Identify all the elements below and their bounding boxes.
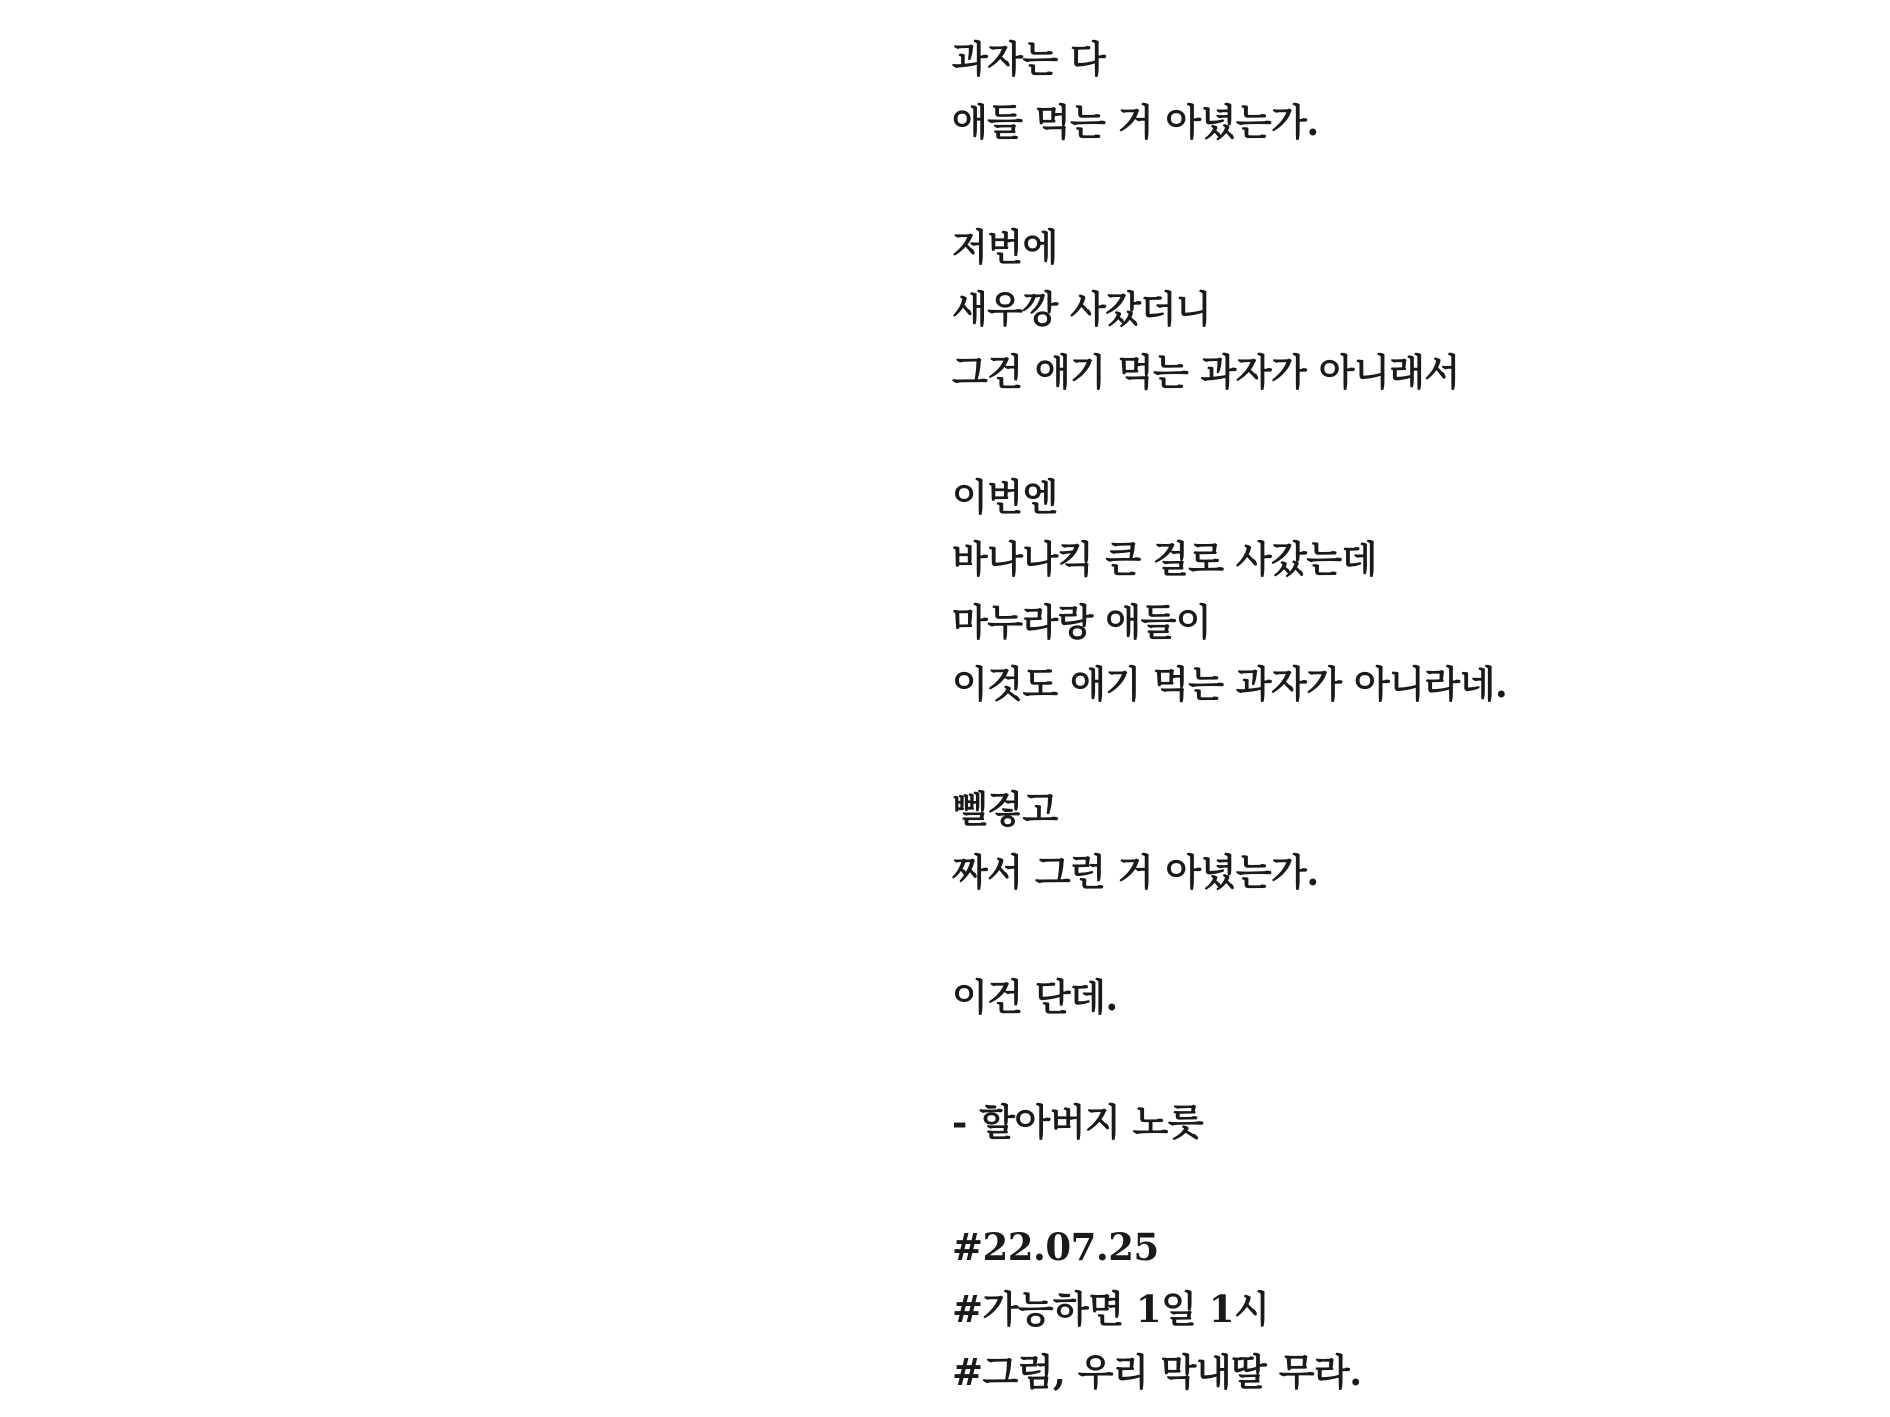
poem-line: 짜서 그런 거 아녔는가. [952, 849, 1319, 894]
poem-line: 마누라랑 애들이 [952, 599, 1212, 644]
stanza-break [952, 716, 1852, 779]
poem-line: 바나나킥 큰 걸로 사갔는데 [952, 537, 1377, 581]
stanza-break [952, 1028, 1852, 1091]
stanza-break [952, 403, 1852, 466]
hashtag: #가능하면 1일 1시 [952, 1287, 1270, 1331]
poem-line: 이건 단데. [952, 974, 1118, 1019]
stanza-break [952, 1153, 1852, 1216]
poem-line: 이번엔 [952, 474, 1058, 519]
hashtag-date: #22.07.25 [952, 1224, 1159, 1269]
hashtag: #그럼, 우리 막내딸 무라. [952, 1349, 1362, 1394]
poem-line: 과자는 다 [952, 37, 1106, 81]
stanza-break [952, 153, 1852, 216]
poem-line: 저번에 [952, 224, 1058, 269]
poem-line: 뻴겋고 [952, 787, 1058, 831]
poem-text [952, 28, 1852, 1403]
poem-line: 이것도 애기 먹는 과자가 아니라네. [952, 662, 1508, 706]
poem-line: 그건 애기 먹는 과자가 아니래서 [952, 349, 1460, 394]
stanza-break [952, 903, 1852, 966]
poem-line: 애들 먹는 거 아녔는가. [952, 99, 1319, 144]
poem-line: 새우깡 사갔더니 [952, 287, 1212, 331]
poem-signature: - 할아버지 노릇 [952, 1099, 1204, 1144]
